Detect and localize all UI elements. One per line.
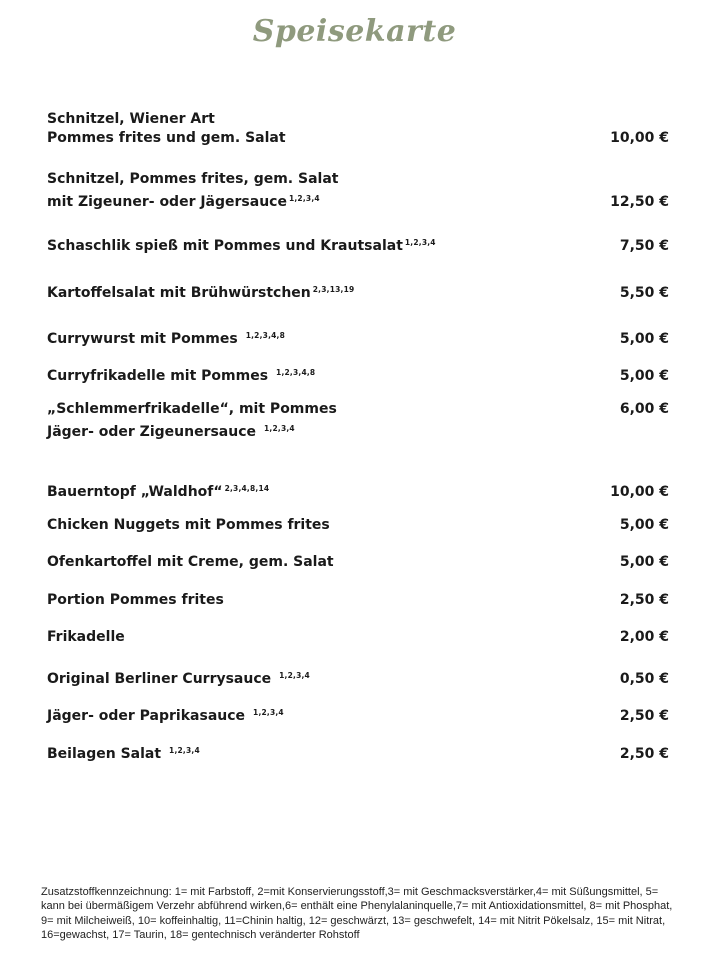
item-name: Curryfrikadelle mit Pommes	[47, 368, 269, 384]
menu-item	[47, 363, 669, 386]
menu-item	[47, 170, 669, 212]
allergen-codes: 1,2,3,4	[253, 708, 284, 717]
allergen-codes: 2,3,13,19	[312, 285, 355, 294]
item-price: 2,00 €	[619, 629, 669, 645]
menu-item	[47, 628, 669, 647]
item-name-line2: Pommes frites und gem. Salat	[47, 130, 286, 146]
allergen-codes: 1,2,3,4	[169, 746, 200, 755]
item-name: Beilagen Salat	[47, 746, 162, 762]
item-name: Frikadelle	[47, 629, 125, 645]
additives-footnote: Zusatzstoffkennzeichnung: 1= mit Farbstoff, 2=mit Konservierungsstoff,3= mit Geschmacksverstärker,4= mit Süßungsmittel, 5= kann bei übermäßigem Verzehr abführend wirken,6= enthält eine Phenylalaninquelle,7= mit Antioxidationsmittel, 8= mit Phosphat, 9= mit Milcheiweiß, 10= koffeinhaltig, 11=Chinin haltig, 12= geschwärzt, 13= geschwefelt, 14= mit Nitrit Pökelsalz, 15= mit Nitrat, 16=gewachst, 17= Taurin, 18= gentechnisch veränderter Rohstoff	[41, 886, 673, 941]
menu-item	[47, 703, 669, 726]
allergen-codes: 1,2,3,4,8	[276, 368, 316, 377]
item-price: 2,50 €	[619, 708, 669, 724]
item-name: Schnitzel, Wiener Art	[47, 111, 215, 127]
item-name: Currywurst mit Pommes	[47, 331, 238, 347]
item-name: Schnitzel, Pommes frites, gem. Salat	[47, 171, 339, 187]
item-name: Original Berliner Currysauce	[47, 671, 272, 687]
allergen-codes: 1,2,3,4	[264, 424, 295, 433]
item-name: „Schlemmerfrikadelle“, mit Pommes	[47, 401, 337, 417]
menu-item	[47, 591, 669, 610]
page-title: Speisekarte	[252, 14, 457, 49]
item-price: 6,00 €	[619, 401, 669, 417]
item-price: 0,50 €	[619, 671, 669, 687]
item-price: 5,00 €	[619, 517, 669, 533]
menu-item	[47, 553, 669, 572]
allergen-codes: 1,2,3,4	[404, 238, 436, 247]
item-price: 12,50 €	[610, 194, 669, 210]
item-price: 2,50 €	[619, 592, 669, 608]
allergen-codes: 1,2,3,4	[288, 194, 320, 203]
menu-item	[47, 233, 669, 256]
menu-item	[47, 280, 669, 303]
item-name: Kartoffelsalat mit Brühwürstchen	[47, 285, 311, 301]
item-name-line2: Jäger- oder Zigeunersauce	[47, 424, 257, 440]
item-price: 5,00 €	[619, 368, 669, 384]
item-name: Schaschlik spieß mit Pommes und Krautsalat	[47, 238, 403, 254]
item-name: Ofenkartoffel mit Creme, gem. Salat	[47, 554, 334, 570]
item-price: 2,50 €	[619, 746, 669, 762]
menu-item	[47, 741, 669, 764]
allergen-codes: 1,2,3,4,8	[245, 331, 286, 340]
item-price: 7,50 €	[619, 238, 669, 254]
menu-item	[47, 326, 669, 349]
item-price: 10,00 €	[610, 484, 669, 500]
menu-item	[47, 516, 669, 535]
menu-item	[47, 666, 669, 689]
item-name: Portion Pommes frites	[47, 592, 224, 608]
menu-item	[47, 110, 669, 148]
item-price: 5,00 €	[619, 331, 669, 347]
menu-item	[47, 479, 669, 502]
allergen-codes: 2,3,4,8,14	[224, 484, 270, 493]
item-price: 5,50 €	[619, 285, 669, 301]
item-name: Jäger- oder Paprikasauce	[47, 708, 246, 724]
menu-item	[47, 400, 669, 442]
item-price: 5,00 €	[619, 554, 669, 570]
allergen-codes: 1,2,3,4	[279, 671, 310, 680]
item-name-line2: mit Zigeuner- oder Jägersauce	[47, 194, 287, 210]
item-name: Bauerntopf „Waldhof“	[47, 484, 223, 500]
item-name: Chicken Nuggets mit Pommes frites	[47, 517, 330, 533]
item-price: 10,00 €	[610, 130, 669, 146]
